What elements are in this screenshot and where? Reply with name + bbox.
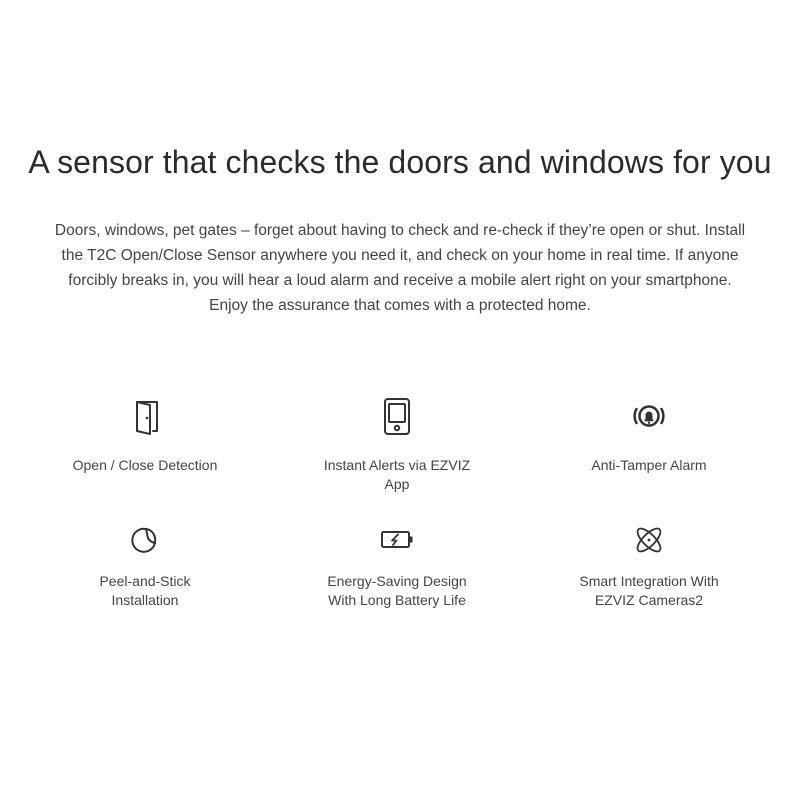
- page-title: A sensor that checks the doors and windows for you: [28, 144, 772, 180]
- feature-instant-alerts: [297, 394, 497, 494]
- feature-peel-and-stick: [45, 518, 245, 610]
- feature-label: Instant Alerts via EZVIZ App: [323, 457, 471, 492]
- intro-paragraph: [0, 218, 800, 318]
- intro-line: Enjoy the assurance that comes with a protected home.: [209, 297, 591, 314]
- feature-label: Open / Close Detection: [72, 457, 218, 473]
- feature-anti-tamper-alarm: [549, 394, 749, 475]
- feature-smart-integration: [549, 518, 749, 610]
- feature-label: Smart Integration With EZVIZ Cameras2: [579, 573, 719, 608]
- door-icon: [123, 394, 167, 438]
- feature-label: Peel-and-Stick Installation: [99, 573, 191, 608]
- phone-icon: [375, 394, 419, 438]
- feature-label: Energy-Saving Design With Long Battery Life: [327, 573, 467, 608]
- sticker-icon: [123, 518, 167, 562]
- intro-line: Doors, windows, pet gates – forget about having to check and re-check if they’re open or shut. Install: [54, 222, 746, 239]
- feature-open-close-detection: [45, 394, 245, 475]
- feature-label: Anti-Tamper Alarm: [591, 457, 707, 473]
- intro-line: the T2C Open/Close Sensor anywhere you need it, and check on your home in real time. If anyone: [61, 247, 739, 264]
- feature-energy-saving: [297, 518, 497, 610]
- alarm-bell-icon: [627, 394, 671, 438]
- intro-line: forcibly breaks in, you will hear a loud alarm and receive a mobile alert right on your smartphone.: [68, 272, 732, 289]
- battery-icon: [375, 518, 419, 562]
- atom-icon: [627, 518, 671, 562]
